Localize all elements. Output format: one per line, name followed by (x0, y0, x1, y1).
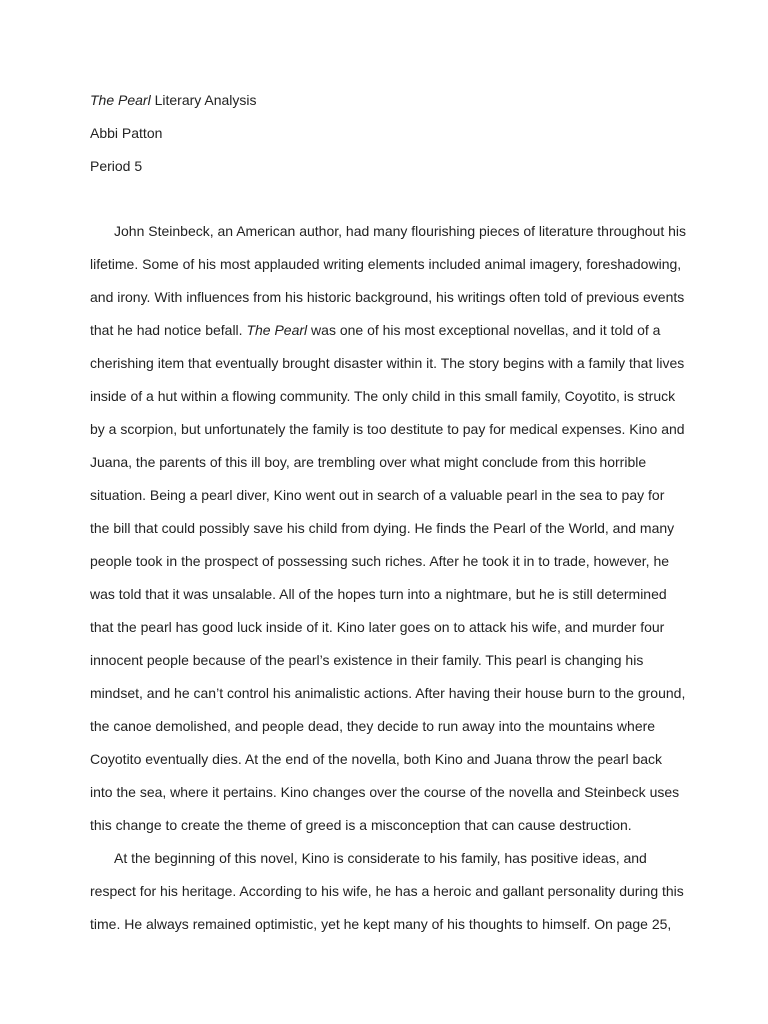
essay-line (90, 320, 690, 353)
essay-line: Coyotito eventually dies. At the end of the novella, both Kino and Juana throw the pearl back (90, 751, 663, 767)
essay-line: into the sea, where it pertains. Kino changes over the course of the novella and Steinbeck uses (90, 784, 680, 800)
essay-line: respect for his heritage. According to his wife, he has a heroic and gallant personality during this (90, 883, 684, 899)
essay-body (90, 221, 690, 947)
essay-line: situation. Being a pearl diver, Kino went out in search of a valuable pearl in the sea to pay for (90, 487, 665, 503)
essay-line: lifetime. Some of his most applauded writing elements included animal imagery, foreshadowing, (90, 256, 682, 272)
book-title: The Pearl (90, 92, 151, 108)
essay-line: the canoe demolished, and people dead, they decide to run away into the mountains where (90, 718, 656, 734)
essay-line: John Steinbeck, an American author, had many flourishing pieces of literature throughout his (114, 223, 687, 239)
essay-line: people took in the prospect of possessing such riches. After he took it in to trade, however, he (90, 553, 670, 569)
essay-line: cherishing item that eventually brought disaster within it. The story begins with a family that lives (90, 355, 685, 371)
essay-line-part: was one of his most exceptional novellas, and it told of a (307, 322, 661, 338)
essay-line-part: that he had notice befall. (90, 322, 247, 338)
essay-line: that the pearl has good luck inside of it. Kino later goes on to attack his wife, and murder four (90, 619, 665, 635)
essay-line: At the beginning of this novel, Kino is considerate to his family, has positive ideas, and (114, 850, 647, 866)
book-title-inline: The Pearl (246, 322, 308, 338)
essay-line: mindset, and he can’t control his animalistic actions. After having their house burn to the ground, (90, 685, 686, 701)
author-name: Abbi Patton (90, 125, 163, 141)
document-title (90, 91, 257, 109)
essay-line: by a scorpion, but unfortunately the family is too destitute to pay for medical expenses. Kino and (90, 421, 685, 437)
essay-line: was told that it was unsalable. All of the hopes turn into a nightmare, but he is still determined (90, 586, 667, 602)
title-suffix: Literary Analysis (150, 92, 257, 108)
essay-line: this change to create the theme of greed is a misconception that can cause destruction. (90, 817, 632, 833)
essay-line: inside of a hut within a flowing community. The only child in this small family, Coyotito, is struck (90, 388, 676, 404)
essay-line: the bill that could possibly save his child from dying. He finds the Pearl of the World, and many (90, 520, 675, 536)
essay-line: Juana, the parents of this ill boy, are trembling over what might conclude from this horrible (90, 454, 647, 470)
essay-line: and irony. With influences from his historic background, his writings often told of previous events (90, 289, 685, 305)
class-period: Period 5 (90, 158, 143, 174)
essay-line: innocent people because of the pearl’s existence in their family. This pearl is changing his (90, 652, 644, 668)
essay-line: time. He always remained optimistic, yet he kept many of his thoughts to himself. On page 25, (90, 916, 672, 932)
